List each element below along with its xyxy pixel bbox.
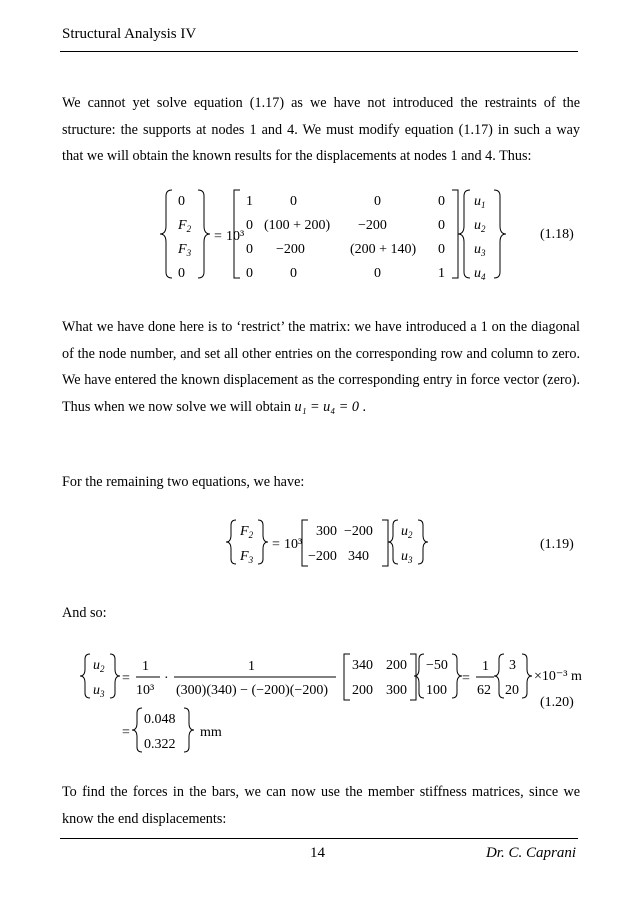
paragraph-5-text: To find the forces in the bars, we can now use the member stiffness matrices, since we know the end displacements: (62, 784, 580, 827)
eq119-m11: 340 (348, 549, 369, 564)
eq118-rhs-2: $u_3$ (474, 242, 486, 258)
eq118-lhs-1: $F_2$ (178, 218, 192, 234)
paragraph-2-end: . (358, 398, 367, 415)
eq120-equals-3: = (122, 725, 130, 740)
paragraph-2-math: u₁ = u₄ = 0 (294, 398, 359, 415)
page-number: 14 (310, 845, 325, 861)
eq118-m11: (100 + 200) (264, 218, 331, 233)
eq118-m21: −200 (276, 242, 305, 257)
footer-author: Dr. C. Caprani (485, 845, 576, 861)
eq120-vec-1: 100 (426, 683, 447, 698)
eq120-m01: 200 (386, 658, 407, 673)
eq120-m00: 340 (352, 658, 373, 673)
eq119-equals: = (272, 537, 280, 552)
eq118-lhs-3: 0 (178, 266, 185, 281)
equation-1-18 (160, 186, 500, 287)
eq119-m10: −200 (308, 549, 337, 564)
paragraph-1-text: We cannot yet solve equation (1.17) as we have not introduced the restraints of the structure: the supports at nodes 1 and 4. We must modify equation (1.17) in such a way that we will obtain the known results for the displacements at nodes 1 and 4. Thus: (62, 95, 580, 164)
eq118-m01: 0 (290, 194, 297, 209)
paragraph-2-text (62, 314, 580, 420)
eq118-m02: 0 (374, 194, 381, 209)
eq120-final-unit: mm (200, 725, 222, 740)
eq118-m32: 0 (374, 266, 381, 281)
equation-1-19-svg (226, 516, 426, 570)
eq119-m01: −200 (344, 524, 373, 539)
eq118-m30: 0 (246, 266, 253, 281)
paragraph-5 (62, 779, 580, 832)
eq119-rhs-0: $u_2$ (401, 524, 413, 540)
eq120-lhs-1: $u_3$ (93, 683, 105, 699)
eq118-m12: −200 (358, 218, 387, 233)
eq120-frac2-num: 1 (248, 659, 255, 674)
eq120-m10: 200 (352, 683, 373, 698)
eq120-m11: 300 (386, 683, 407, 698)
eq118-equals: = (214, 229, 222, 244)
eq118-rhs-1: $u_2$ (474, 218, 486, 234)
eq118-rhs-0: $u_1$ (474, 194, 486, 210)
eq120-equals-1: = (122, 671, 130, 686)
equation-1-19 (226, 516, 426, 575)
paragraph-2 (62, 314, 580, 420)
paragraph-4-text: And so: (62, 605, 107, 621)
eq120-res-1: 20 (505, 683, 519, 698)
eq120-res-0: 3 (509, 658, 516, 673)
eq118-factor: 10³ (226, 229, 245, 244)
eq119-factor: 10³ (284, 537, 303, 552)
eq119-lhs-1: $F_3$ (240, 549, 254, 565)
eq120-dot: · (164, 671, 169, 686)
eq118-number: (1.18) (540, 227, 574, 242)
eq118-m31: 0 (290, 266, 297, 281)
paragraph-4 (62, 600, 580, 627)
eq120-frac1-den: 10³ (136, 683, 155, 698)
eq118-m33: 1 (438, 266, 445, 281)
eq118-lhs-0: 0 (178, 194, 185, 209)
eq118-m22: (200 + 140) (350, 242, 417, 257)
eq118-m20: 0 (246, 242, 253, 257)
eq120-final-1: 0.322 (144, 737, 176, 752)
eq120-vec-0: −50 (426, 658, 448, 673)
paragraph-1 (62, 90, 580, 170)
eq120-frac3-den: 62 (477, 683, 491, 698)
eq120-lhs-0: $u_2$ (93, 658, 105, 674)
eq119-lhs-0: $F_2$ (240, 524, 254, 540)
eq118-m03: 0 (438, 194, 445, 209)
eq119-number: (1.19) (540, 537, 574, 552)
eq120-frac1-num: 1 (142, 659, 149, 674)
eq118-m00: 1 (246, 194, 253, 209)
paragraph-3-text: For the remaining two equations, we have: (62, 474, 305, 490)
footer-rule (60, 838, 578, 839)
running-header: Structural Analysis IV (62, 26, 197, 42)
eq120-frac3-num: 1 (482, 659, 489, 674)
paragraph-2-part1: What we have done here is to ‘restrict’ the matrix: we have introduced a 1 on the diagonal of the node number, and set all other entries on the corresponding row and column to zero. We have entered the known displacement as the corresponding entry in force vector (zero). Thus when we now solve we will obtain (62, 319, 580, 415)
eq120-exp: ×10⁻³ m (534, 669, 582, 684)
eq120-equals-2: = (462, 671, 470, 686)
eq119-rhs-1: $u_3$ (401, 549, 413, 565)
eq118-lhs-2: $F_3$ (178, 242, 192, 258)
paragraph-3 (62, 469, 580, 496)
equation-1-18-svg (160, 186, 500, 282)
eq119-m00: 300 (316, 524, 337, 539)
eq120-number: (1.20) (540, 695, 574, 710)
eq118-rhs-3: $u_4$ (474, 266, 486, 282)
header-rule (60, 51, 578, 52)
eq120-final-0: 0.048 (144, 712, 176, 727)
eq118-m23: 0 (438, 242, 445, 257)
eq118-m10: 0 (246, 218, 253, 233)
eq120-frac2-den: (300)(340) − (−200)(−200) (176, 683, 328, 698)
eq118-m13: 0 (438, 218, 445, 233)
